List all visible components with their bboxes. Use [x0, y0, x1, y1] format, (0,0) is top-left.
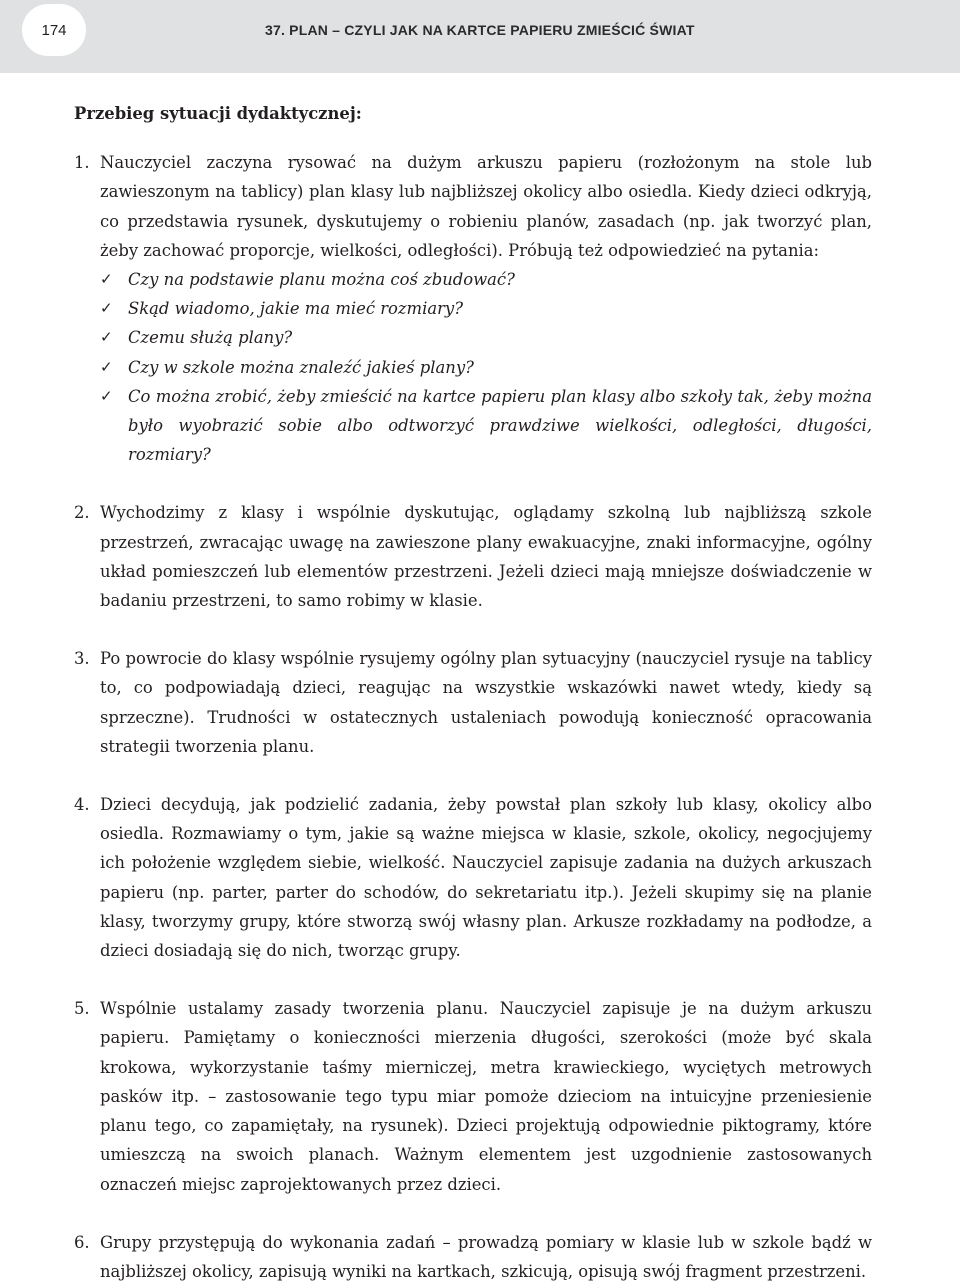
question-text: Co można zrobić, żeby zmieścić na kartce papieru plan klasy albo szkoły tak, żeby można było wyobrazić sobie albo odtworzyć prawdziwe wielkości, odległości, długości, rozmiary?	[128, 386, 872, 465]
item-number: 3.	[74, 649, 90, 669]
list-item-2	[74, 498, 872, 615]
question-item	[100, 382, 872, 470]
item-text: Po powrocie do klasy wspólnie rysujemy ogólny plan sytuacyjny (nauczyciel rysuje na tablicy to, co podpowiadają dzieci, reagując na wszystkie wskazówki nawet wtedy, kiedy są sprzeczne). Trudności w ostatecznych ustaleniach powodują konieczność opracowania strategii tworzenia planu.	[100, 649, 872, 756]
question-text: Czy na podstawie planu można coś zbudować?	[128, 270, 515, 290]
item-text: Dzieci decydują, jak podzielić zadania, żeby powstał plan szkoły lub klasy, okolicy albo osiedla. Rozmawiamy o tym, jakie są ważne miejsca w klasie, szkole, okolicy, negocjujemy ich położenie względem siebie, wielkość. Nauczyciel zapisuje zadania na dużych arkuszach papieru (np. parter, parter do schodów, do sekretariatu itp.). Jeżeli skupimy się na planie klasy, tworzymy grupy, które stworzą swój własny plan. Arkusze rozkładamy na podłodze, a dzieci dosiadają się do nich, tworząc grupy.	[100, 795, 872, 961]
list-item-5	[74, 994, 872, 1198]
item-text: Grupy przystępują do wykonania zadań – prowadzą pomiary w klasie lub w szkole bądź w najbliższej okolicy, zapisują wyniki na kartkach, szkicują, opisują swój fragment przestrzeni.	[100, 1232, 872, 1281]
page-number: 174	[22, 4, 86, 56]
question-item	[100, 294, 872, 323]
list-item-4	[74, 790, 872, 965]
item-text: Wspólnie ustalamy zasady tworzenia planu. Nauczyciel zapisuje je na dużym arkuszu papieru. Pamiętamy o konieczności mierzenia długości, szerokości (może być skala krokowa, wykorzystanie taśmy mierniczej, metra krawieckiego, wyciętych metrowych pasków itp. – zastosowanie tego typu miar pomoże dzieciom na intuicyjne przeniesienie planu tego, co zapamiętały, na rysunek). Dzieci projektują odpowiednie piktogramy, które umieszczą na swoich planach. Ważnym elementem jest uzgodnienie zastosowanych oznaczeń miejsc zaprojektowanych przez dzieci.	[100, 999, 872, 1194]
check-mark-icon: ✓	[100, 357, 113, 376]
item-number: 6.	[74, 1232, 90, 1252]
page-content	[74, 99, 872, 1286]
item-number: 5.	[74, 999, 90, 1019]
item-number: 4.	[74, 795, 90, 815]
question-item	[100, 353, 872, 382]
question-list	[100, 265, 872, 469]
list-item-6	[74, 1228, 872, 1286]
item-text: Nauczyciel zaczyna rysować na dużym arkuszu papieru (rozłożonym na stole lub zawieszonym na tablicy) plan klasy lub najbliższej okolicy albo osiedla. Kiedy dzieci odkryją, co przedstawia rysunek, dyskutujemy o robieniu planów, zasadach (np. jak tworzyć plan, żeby zachować proporcje, wielkości, odległości). Próbują też odpowiedzieć na pytania:	[100, 153, 872, 260]
question-item	[100, 265, 872, 294]
item-number: 1.	[74, 153, 90, 173]
list-item-1	[74, 148, 872, 469]
question-item	[100, 323, 872, 352]
check-mark-icon: ✓	[100, 299, 113, 318]
page-header	[0, 0, 960, 73]
chapter-title: 37. PLAN – CZYLI JAK NA KARTCE PAPIERU ZMIEŚCIĆ ŚWIAT	[265, 22, 695, 38]
item-number: 2.	[74, 503, 90, 523]
check-mark-icon: ✓	[100, 270, 113, 289]
question-text: Skąd wiadomo, jakie ma mieć rozmiary?	[128, 299, 463, 319]
check-mark-icon: ✓	[100, 386, 113, 405]
list-item-3	[74, 644, 872, 761]
item-text: Wychodzimy z klasy i wspólnie dyskutując, oglądamy szkolną lub najbliższą szkole przestrzeń, zwracając uwagę na zawieszone plany ewakuacyjne, znaki informacyjne, ogólny układ pomieszczeń lub elementów przestrzeni. Jeżeli dzieci mają mniejsze doświadczenie w badaniu przestrzeni, to samo robimy w klasie.	[100, 503, 872, 611]
section-heading: Przebieg sytuacji dydaktycznej:	[74, 104, 362, 123]
question-text: Czemu służą plany?	[128, 328, 293, 348]
question-text: Czy w szkole można znaleźć jakieś plany?	[128, 357, 474, 377]
check-mark-icon: ✓	[100, 328, 113, 347]
